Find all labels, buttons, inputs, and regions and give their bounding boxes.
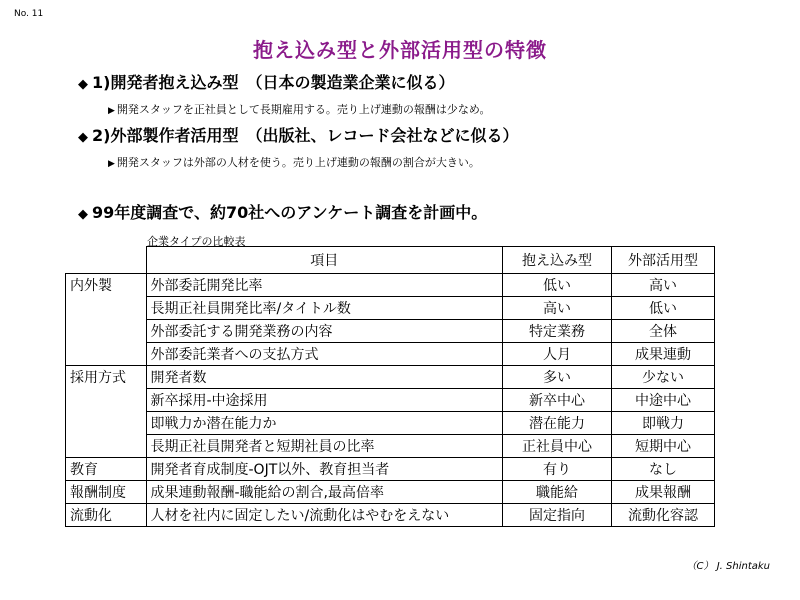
- bullet-text: 2)外部製作者活用型 （出版社、レコード会社などに似る）: [92, 126, 519, 145]
- type-b-cell: 即戦力: [612, 412, 715, 435]
- type-a-cell: 低い: [503, 274, 612, 297]
- item-cell: 外部委託する開発業務の内容: [146, 320, 503, 343]
- diamond-bullet-icon: ◆: [78, 130, 88, 145]
- group-cell: [66, 320, 147, 343]
- header-item: 項目: [146, 247, 503, 274]
- type-a-cell: 人月: [503, 343, 612, 366]
- type-a-cell: 新卒中心: [503, 389, 612, 412]
- slide-number: No. 11: [14, 9, 44, 19]
- type-a-cell: 正社員中心: [503, 435, 612, 458]
- item-cell: 開発者数: [146, 366, 503, 389]
- table-row: [66, 412, 715, 435]
- group-cell: [66, 297, 147, 320]
- triangle-bullet-icon: ▶: [108, 159, 115, 169]
- bullet-text: 99年度調査で、約70社へのアンケート調査を計画中。: [92, 203, 488, 222]
- copyright: （C） J. Shintaku: [686, 561, 770, 572]
- header-group: [66, 247, 147, 274]
- bullet-1: [78, 70, 454, 93]
- group-cell: 内外製: [66, 274, 147, 297]
- item-cell: 外部委託開発比率: [146, 274, 503, 297]
- type-b-cell: 低い: [612, 297, 715, 320]
- item-cell: 長期正社員開発比率/タイトル数: [146, 297, 503, 320]
- slide-title: 抱え込み型と外部活用型の特徴: [253, 38, 547, 62]
- item-cell: 外部委託業者への支払方式: [146, 343, 503, 366]
- table-header-row: [66, 247, 715, 274]
- sub-bullet-2: [108, 154, 480, 170]
- type-a-cell: 有り: [503, 458, 612, 481]
- table-caption: 企業タイプの比較表: [147, 235, 246, 248]
- type-b-cell: なし: [612, 458, 715, 481]
- sub-bullet-text: 開発スタッフを正社員として長期雇用する。売り上げ連動の報酬は少なめ。: [116, 103, 491, 116]
- type-b-cell: 中途中心: [612, 389, 715, 412]
- table-row: [66, 366, 715, 389]
- type-a-cell: 職能給: [503, 481, 612, 504]
- triangle-bullet-icon: ▶: [108, 106, 115, 116]
- table-row: [66, 343, 715, 366]
- item-cell: 人材を社内に固定したい/流動化はやむをえない: [146, 504, 503, 527]
- type-b-cell: 成果連動: [612, 343, 715, 366]
- table-row: [66, 274, 715, 297]
- item-cell: 即戦力か潜在能力か: [146, 412, 503, 435]
- group-cell: 教育: [66, 458, 147, 481]
- type-b-cell: 少ない: [612, 366, 715, 389]
- group-cell: 採用方式: [66, 366, 147, 389]
- type-a-cell: 高い: [503, 297, 612, 320]
- item-cell: 開発者育成制度-OJT以外、教育担当者: [146, 458, 503, 481]
- table-row: [66, 504, 715, 527]
- header-type-b: 外部活用型: [612, 247, 715, 274]
- table-row: [66, 389, 715, 412]
- sub-bullet-text: 開発スタッフは外部の人材を使う。売り上げ連動の報酬の割合が大きい。: [116, 156, 480, 169]
- group-cell: 報酬制度: [66, 481, 147, 504]
- group-cell: [66, 389, 147, 412]
- diamond-bullet-icon: ◆: [78, 77, 88, 92]
- bullet-3: [78, 200, 487, 223]
- type-b-cell: 全体: [612, 320, 715, 343]
- type-a-cell: 固定指向: [503, 504, 612, 527]
- bullet-text: 1)開発者抱え込み型 （日本の製造業企業に似る）: [92, 73, 455, 92]
- type-b-cell: 短期中心: [612, 435, 715, 458]
- type-b-cell: 高い: [612, 274, 715, 297]
- item-cell: 新卒採用-中途採用: [146, 389, 503, 412]
- comparison-table: [65, 246, 715, 527]
- group-cell: [66, 343, 147, 366]
- type-b-cell: 成果報酬: [612, 481, 715, 504]
- sub-bullet-1: [108, 101, 490, 117]
- table-row: [66, 435, 715, 458]
- group-cell: 流動化: [66, 504, 147, 527]
- table-row: [66, 481, 715, 504]
- type-a-cell: 潜在能力: [503, 412, 612, 435]
- item-cell: 長期正社員開発者と短期社員の比率: [146, 435, 503, 458]
- type-a-cell: 多い: [503, 366, 612, 389]
- table-row: [66, 458, 715, 481]
- header-type-a: 抱え込み型: [503, 247, 612, 274]
- table-row: [66, 297, 715, 320]
- diamond-bullet-icon: ◆: [78, 207, 88, 222]
- group-cell: [66, 412, 147, 435]
- group-cell: [66, 435, 147, 458]
- item-cell: 成果連動報酬-職能給の割合,最高倍率: [146, 481, 503, 504]
- type-b-cell: 流動化容認: [612, 504, 715, 527]
- table-row: [66, 320, 715, 343]
- type-a-cell: 特定業務: [503, 320, 612, 343]
- bullet-2: [78, 123, 518, 146]
